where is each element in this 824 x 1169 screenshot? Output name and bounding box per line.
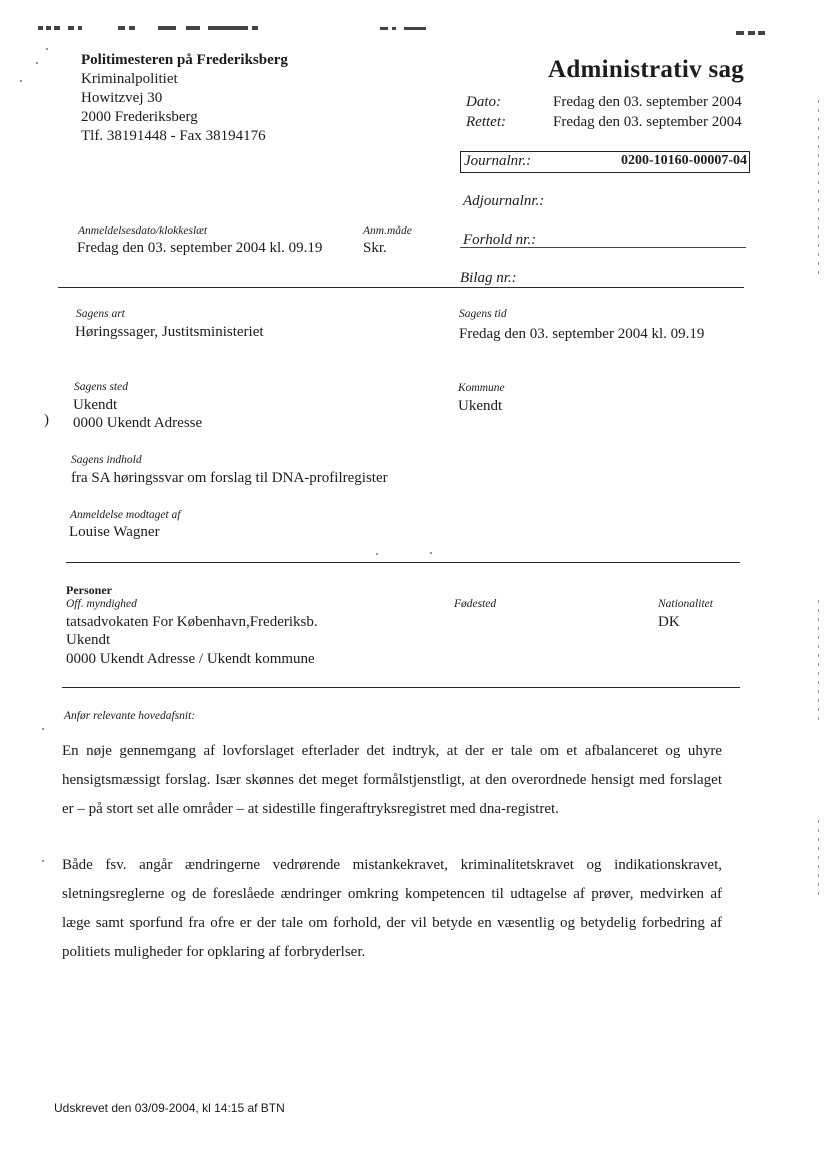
- org-street: Howitzvej 30: [81, 90, 163, 106]
- anmeldelse-modtaget-label: Anmeldelse modtaget af: [70, 509, 181, 521]
- scan-edge-marks: [818, 600, 819, 720]
- sagens-sted-line1: Ukendt: [73, 397, 118, 413]
- forhold-line: [460, 247, 746, 248]
- adjournal-label: Adjournalnr.:: [463, 193, 545, 209]
- stray-mark: [36, 62, 38, 64]
- sagens-tid-value: Fredag den 03. september 2004 kl. 09.19: [459, 326, 705, 342]
- fax-header-glyphs: [38, 23, 348, 33]
- dato-label: Dato:: [466, 94, 501, 110]
- sagens-indhold-value: fra SA høringssvar om forslag til DNA-profilregister: [71, 470, 388, 486]
- sagens-sted-label: Sagens sted: [74, 381, 128, 393]
- person-name: tatsadvokaten For København,Frederiksb.: [66, 614, 318, 630]
- sagens-sted-line2: 0000 Ukendt Adresse: [73, 415, 203, 431]
- scan-edge-marks: [818, 820, 819, 900]
- nationalitet-label: Nationalitet: [658, 598, 713, 610]
- journal-label: Journalnr.:: [464, 153, 532, 169]
- body-paragraph-2: Både fsv. angår ændringerne vedrørende mistankekravet, kriminalitetskravet og indikationskravet, sletningsreglerne og de foreslåede ændringer omkring kompetencen til udtagelse af prøver, medvirken af læge samt sporfund fra ofre er der tale om forhold, der vil betyde en væsentlig og betydelig forbedring af politiets muligheder for opklaring af forbryderlser.: [62, 857, 722, 960]
- personer-role: Off. myndighed: [66, 598, 137, 610]
- person-address: 0000 Ukendt Adresse / Ukendt kommune: [66, 651, 315, 667]
- print-footer: Udskrevet den 03/09-2004, kl 14:15 af BTN: [54, 1101, 285, 1115]
- journal-number-box: [460, 151, 750, 173]
- personer-heading: Personer: [66, 583, 112, 597]
- fax-header-mid: [380, 24, 440, 37]
- document-title: Administrativ sag: [548, 56, 745, 83]
- fodested-label: Fødested: [454, 598, 497, 610]
- stray-mark: [46, 48, 48, 50]
- bilag-label: Bilag nr.:: [460, 270, 517, 286]
- stray-mark: [42, 860, 44, 862]
- sagens-indhold-label: Sagens indhold: [71, 454, 142, 466]
- stray-mark: [20, 80, 22, 82]
- section-divider: [66, 562, 740, 563]
- stray-mark: [430, 552, 432, 554]
- forhold-label: Forhold nr.:: [463, 232, 537, 248]
- hovedafsnit-label: Anfør relevante hovedafsnit:: [64, 710, 196, 722]
- body-paragraph-1: En nøje gennemgang af lovforslaget efterlader det indtryk, at der er tale om et afbalanceret og uhyre hensigtsmæssigt forslag. Især skønnes det meget formålstjenstligt, at den overordnede hensigt med forslaget er – på stort set alle områder – at sidestille fingeraftryksregistret med dna-registret.: [62, 743, 722, 817]
- section-divider: [58, 287, 744, 288]
- org-department: Kriminalpolitiet: [81, 71, 178, 87]
- org-city: 2000 Frederiksberg: [81, 109, 198, 125]
- fax-transmission-header: [38, 22, 348, 37]
- scan-edge-marks: [818, 100, 819, 280]
- stray-bracket: ): [44, 412, 49, 428]
- org-name: Politimesteren på Frederiksberg: [81, 52, 288, 68]
- anmeldelsesdato-label: Anmeldelsesdato/klokkeslæt: [78, 225, 208, 237]
- sagens-art-label: Sagens art: [76, 308, 125, 320]
- journal-value: 0200-10160-00007-04: [621, 153, 747, 168]
- person-line2: Ukendt: [66, 632, 111, 648]
- section-divider: [62, 687, 740, 688]
- stray-mark: [42, 728, 44, 730]
- anm-made-value: Skr.: [363, 240, 387, 256]
- organization-address: [81, 51, 288, 146]
- kommune-label: Kommune: [458, 382, 505, 394]
- stray-mark: [376, 553, 378, 555]
- sagens-tid-label: Sagens tid: [459, 308, 507, 320]
- dato-value: Fredag den 03. september 2004: [553, 94, 742, 110]
- person-nationalitet: DK: [658, 614, 680, 630]
- org-phone-fax: Tlf. 38191448 - Fax 38194176: [81, 128, 266, 144]
- anmeldelsesdato-value: Fredag den 03. september 2004 kl. 09.19: [77, 240, 323, 256]
- kommune-value: Ukendt: [458, 398, 503, 414]
- anm-made-label: Anm.måde: [363, 225, 412, 237]
- anmeldelse-modtaget-value: Louise Wagner: [69, 524, 160, 540]
- fax-header-page-number: [736, 28, 772, 41]
- rettet-label: Rettet:: [466, 114, 506, 130]
- sagens-art-value: Høringssager, Justitsministeriet: [75, 324, 264, 340]
- rettet-value: Fredag den 03. september 2004: [553, 114, 742, 130]
